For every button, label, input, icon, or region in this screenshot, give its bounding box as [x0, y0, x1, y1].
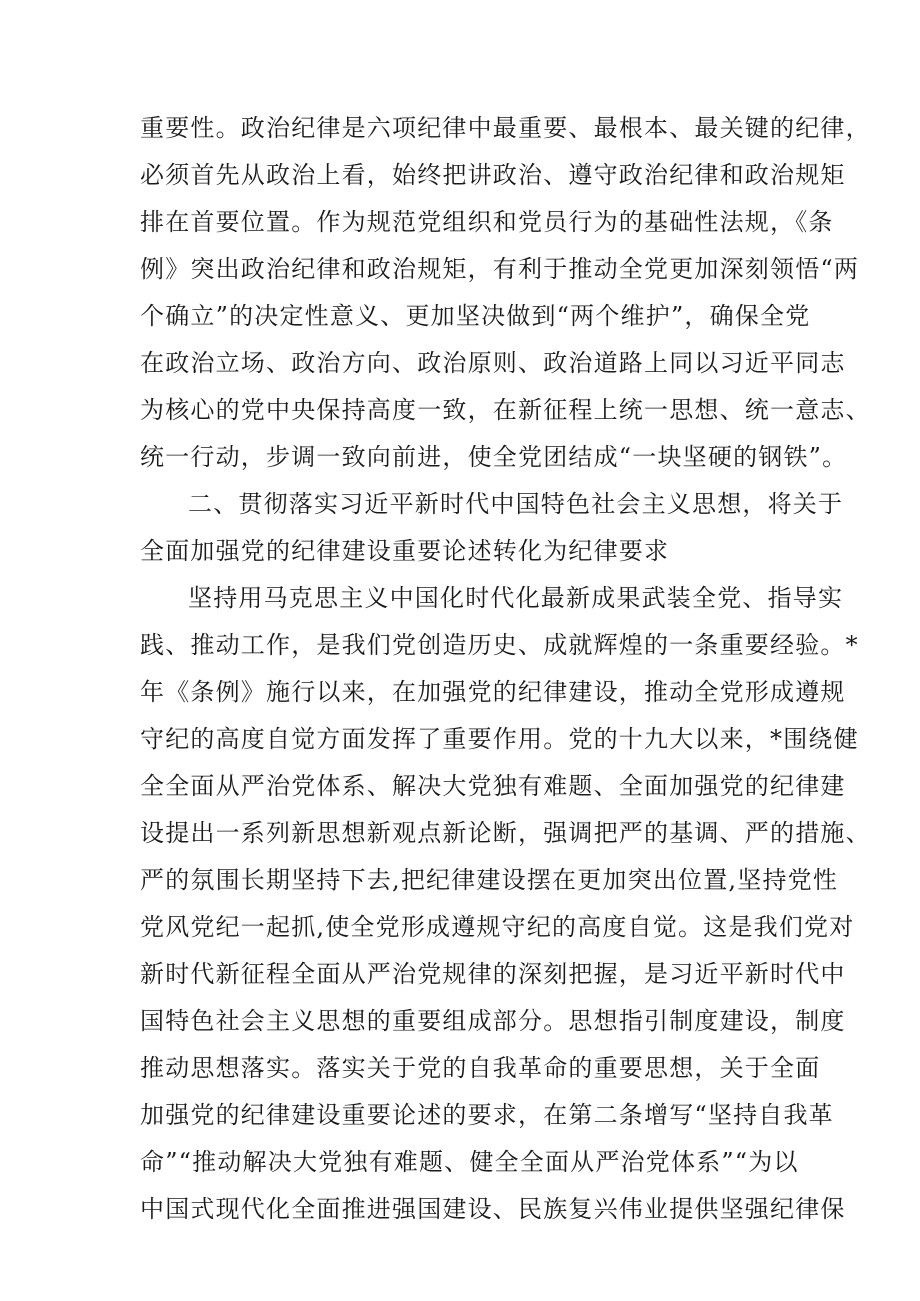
text-line: 守纪的高度自觉方面发挥了重要作用。党的十九大以来，*围绕健: [140, 725, 859, 753]
text-line: 统一行动，步调一致向前进，使全党团结成“一块坚硬的钢铁”。: [140, 443, 848, 471]
text-line: 党风党纪一起抓,使全党形成遵规守纪的高度自觉。这是我们党对: [140, 913, 855, 941]
text-line: 排在首要位置。作为规范党组织和党员行为的基础性法规，《条: [140, 208, 834, 236]
text-line: 坚持用马克思主义中国化时代化最新成果武装全党、指导实: [188, 584, 844, 612]
text-line: 例》突出政治纪律和政治规矩，有利于推动全党更加深刻领悟“两: [140, 255, 860, 283]
text-line: 设提出一系列新思想新观点新论断，强调把严的基调、严的措施、: [140, 819, 871, 847]
text-line: 践、推动工作，是我们党创造历史、成就辉煌的一条重要经验。*: [140, 631, 859, 659]
text-line: 个确立”的决定性意义、更加坚决做到“两个维护”，确保全党: [140, 302, 811, 330]
text-line: 新时代新征程全面从严治党规律的深刻把握，是习近平新时代中: [140, 960, 846, 988]
section-heading-line: 二、贯彻落实习近平新时代中国特色社会主义思想，将关于: [188, 490, 844, 518]
text-line: 重要性。政治纪律是六项纪律中最重要、最根本、最关键的纪律，: [140, 114, 871, 142]
section-heading-line: 全面加强党的纪律建设重要论述转化为纪律要求: [140, 537, 670, 565]
text-line: 命”“推动解决大党独有难题、健全全面从严治党体系”“为以: [140, 1148, 799, 1176]
text-line: 国特色社会主义思想的重要组成部分。思想指引制度建设，制度: [140, 1007, 846, 1035]
text-line: 加强党的纪律建设重要论述的要求，在第二条增写“坚持自我革: [140, 1101, 834, 1129]
text-line: 在政治立场、政治方向、政治原则、政治道路上同以习近平同志: [140, 349, 846, 377]
text-line: 年《条例》施行以来，在加强党的纪律建设，推动全党形成遵规: [140, 678, 846, 706]
text-line: 为核心的党中央保持高度一致，在新征程上统一思想、统一意志、: [140, 396, 871, 424]
text-line: 必须首先从政治上看，始终把讲政治、遵守政治纪律和政治规矩: [140, 161, 846, 189]
text-line: 全全面从严治党体系、解决大党独有难题、全面加强党的纪律建: [140, 772, 846, 800]
text-line: 严的氛围长期坚持下去,把纪律建设摆在更加突出位置,坚持党性: [140, 866, 839, 894]
text-line: 中国式现代化全面推进强国建设、民族复兴伟业提供坚强纪律保: [140, 1195, 846, 1223]
text-line: 推动思想落实。落实关于党的自我革命的重要思想，关于全面: [140, 1054, 821, 1082]
